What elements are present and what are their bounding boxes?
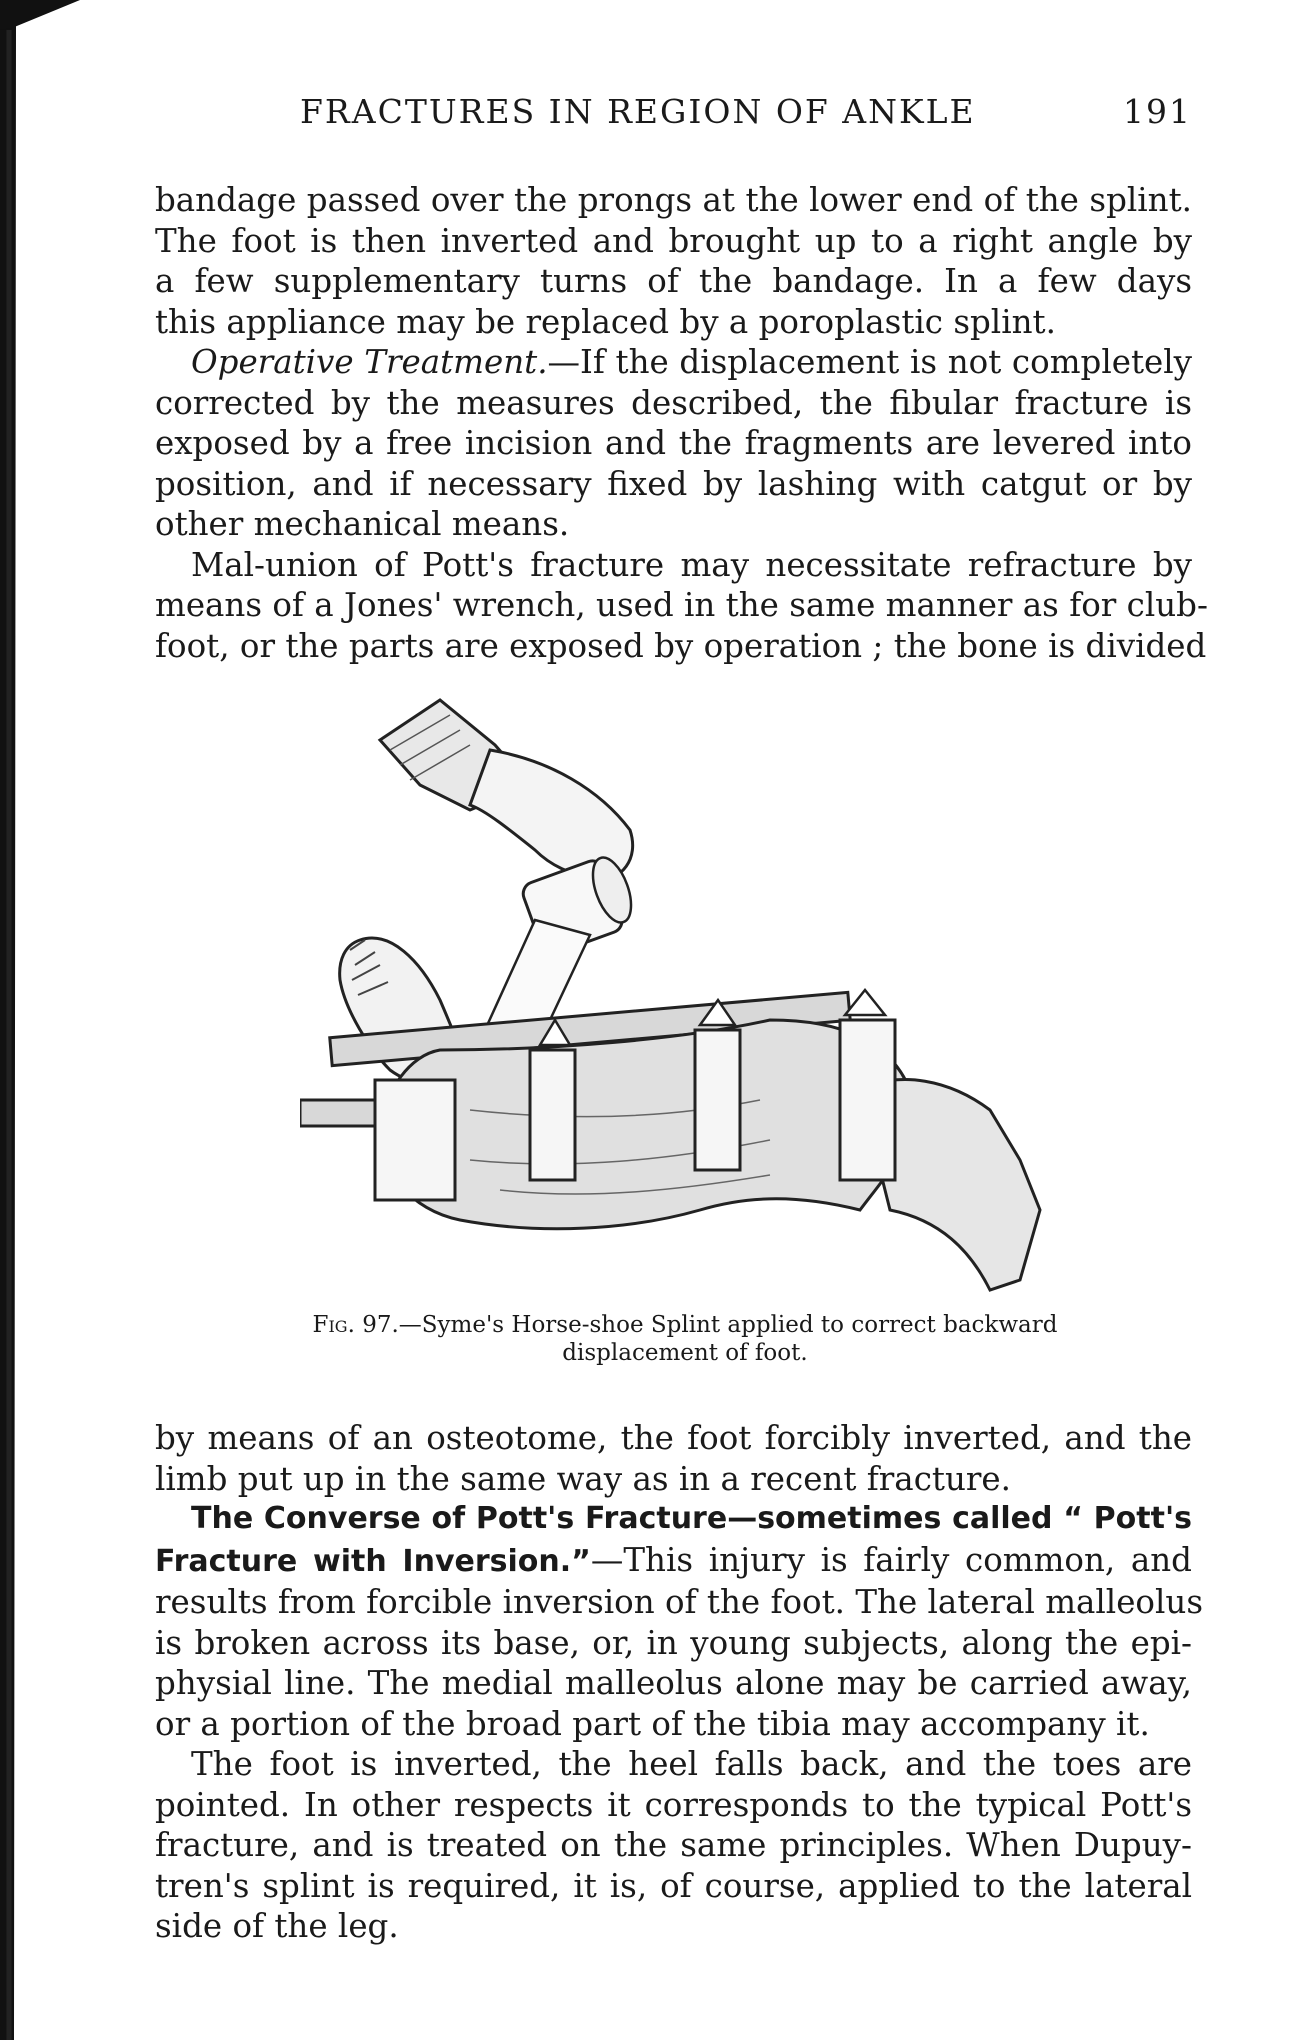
operative-heading: Operative Treatment. bbox=[191, 343, 548, 381]
converse-line-2 bbox=[155, 1540, 1192, 1583]
text-line: side of the leg. bbox=[155, 1907, 399, 1945]
text-line: results from forcible inversion of the foot. The lateral malleolus bbox=[155, 1583, 1203, 1621]
text-fragment: —This injury is fairly common, and bbox=[590, 1540, 1192, 1579]
text-line: foot, or the parts are exposed by operation ; the bone is divided bbox=[155, 626, 1207, 665]
converse-heading-end: Fracture with Inversion.” bbox=[155, 1543, 591, 1579]
text-line: limb put up in the same way as in a recent fracture. bbox=[155, 1459, 1011, 1498]
text-line: pointed. In other respects it corresponds to the typical Pott's bbox=[155, 1785, 1192, 1824]
page-binding-edge bbox=[0, 0, 16, 2040]
text-line: means of a Jones' wrench, used in the same manner as for club- bbox=[155, 586, 1208, 624]
bottom-text-block bbox=[155, 1418, 1203, 1947]
text-line: physial line. The medial malleolus alone may be carried away, bbox=[155, 1664, 1192, 1702]
text-line: The foot is inverted, the heel falls back, and the toes are bbox=[191, 1745, 1192, 1783]
page-corner-mark bbox=[0, 0, 90, 40]
converse-heading-line: The Converse of Pott's Fracture—sometimes called “ Pott's bbox=[191, 1501, 1192, 1536]
text-line: The foot is then inverted and brought up to a right angle by bbox=[155, 221, 1192, 260]
operative-paragraph-first-line bbox=[155, 342, 1192, 383]
text-line: by means of an osteotome, the foot forcibly inverted, and the bbox=[155, 1419, 1192, 1457]
text-line: bandage passed over the prongs at the lower end of the splint. bbox=[155, 181, 1192, 219]
text-line: other mechanical means. bbox=[155, 505, 570, 543]
text-line: corrected by the measures described, the fibular fracture is bbox=[155, 383, 1192, 422]
figure-illustration-splint bbox=[300, 690, 1080, 1295]
running-header bbox=[152, 92, 1192, 132]
text-line: is broken across its base, or, in young subjects, along the epi- bbox=[155, 1623, 1192, 1662]
text-line: or a portion of the broad part of the tibia may accompany it. bbox=[155, 1704, 1150, 1743]
text-line: tren's splint is required, it is, of course, applied to the lateral bbox=[155, 1866, 1192, 1905]
caption-line-1 bbox=[230, 1311, 1140, 1339]
text-fragment: —If the displacement is not completely bbox=[547, 343, 1192, 381]
caption-line-2: displacement of foot. bbox=[562, 1340, 808, 1366]
page-number: 191 bbox=[1123, 92, 1192, 131]
text-line: Mal-union of Pott's fracture may necessitate refracture by bbox=[191, 545, 1192, 584]
top-text-block bbox=[155, 180, 1208, 666]
text-line: a few supplementary turns of the bandage. In a few days bbox=[155, 262, 1192, 300]
text-line: exposed by a free incision and the fragments are levered into bbox=[155, 424, 1192, 462]
figure-caption bbox=[230, 1311, 1140, 1367]
text-line: position, and if necessary fixed by lashing with catgut or by bbox=[155, 464, 1192, 503]
text-line: this appliance may be replaced by a poroplastic splint. bbox=[155, 302, 1056, 341]
figure-label: Fig. 97. bbox=[312, 1312, 399, 1338]
caption-text: —Syme's Horse-shoe Splint applied to correct backward bbox=[398, 1312, 1058, 1338]
running-title: FRACTURES IN REGION OF ANKLE bbox=[300, 92, 976, 131]
text-line: fracture, and is treated on the same principles. When Dupuy- bbox=[155, 1826, 1192, 1864]
